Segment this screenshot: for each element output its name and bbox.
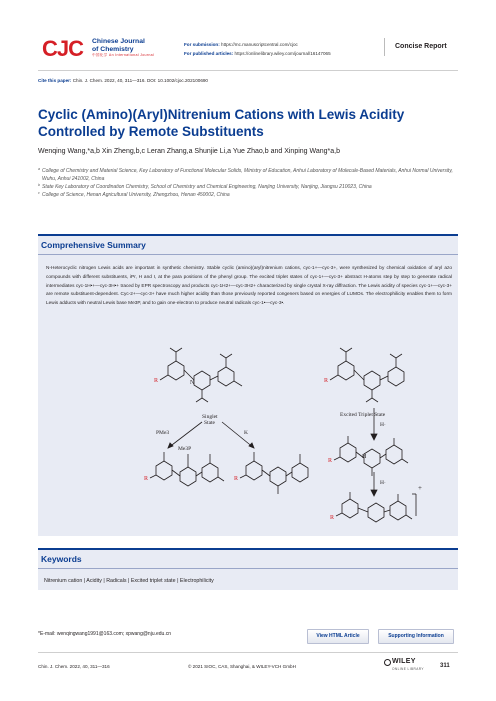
me3p-label: Me3P [178,446,192,452]
r-group-2: R [324,378,329,384]
citation-text[interactable]: Chin. J. Chem. 2022, 40, 311—316. DOI: 10.1002/cjoc.202100690 [72,78,208,83]
wiley-mark-icon [384,659,391,666]
neutral-radical-structure [240,452,308,494]
radical-cation-structure [334,436,408,476]
journal-name: Chinese Journal of Chemistry [92,38,145,53]
affiliations [38,167,458,199]
nitrenium-singlet-structure [160,348,242,402]
header-divider [38,70,458,71]
arrow-to-adduct [168,422,202,448]
summary-paragraph: N-Heterocyclic nitrogen Lewis acids are important in synthetic chemistry. Stable cyclic (amino)(aryl)nitrenium cations, cyc-1+—cyc-3+, were synthesized by chemical oxidation of aryl azo compounds with different substituents, iPr, H and I, at the para positions of the phenyl group. The excited triplet states of cyc-1+—cyc-3+ abstract H-atoms step by step to generate radical intermediates cyc-1H•+—cyc-3H•+ traced by EPR spectroscopy and products cyc-1H2+—cyc-3H2+ characterized by single crystal X-ray diffraction. The Lewis acidity of species cyc-1+—cyc-3+ are remote substituent-dependent. Cyc-2+—cyc-3+ have much higher acidity than those previously reported congeners based on energies of LUMOs. The electrophilicity enables them to form Lewis adducts with neutral Lewis base Me3P, and to gain one-electron to produce neutral radicals cyc-1•—cyc-3•. [46,266,452,307]
nitrenium-triplet-structure [330,348,404,402]
summary-heading: Comprehensive Summary [41,240,146,250]
footer-copyright: © 2021 SIOC, CAS, Shanghai, & WILEY-VCH GmbH [188,664,296,669]
arrow-to-radical [222,422,254,448]
article-title: Cyclic (Amino)(Aryl)Nitrenium Cations with Lewis Acidity Controlled by Remote Substituents [38,107,405,139]
keywords-heading-rule [38,568,458,569]
k-reagent: K [244,430,248,436]
supporting-information-button[interactable]: Supporting Information [378,629,454,644]
journal-header [0,28,496,68]
r-group-6: R [330,515,335,521]
keywords-panel [38,548,458,590]
article-type-label: Concise Report [384,38,472,56]
corresponding-email: *E-mail: wenqingwang1991@163.com; xpwang@nju.edu.cn [38,631,172,637]
keyword-list: Nitrenium cation | Acidity | Radicals | Excited triplet state | Electrophilicity [44,578,214,584]
wiley-logo: WILEY ONLINE LIBRARY [384,658,424,674]
author-list: Wenqing Wang,*a,b Xin Zheng,b,c Leran Zhang,a Shunjie Li,a Yue Zhao,b and Xinping Wang*a,b [38,148,340,155]
h-atom-reagent-1: H· [380,422,386,428]
affiliation-a: a College of Chemistry and Material Science, Key Laboratory of Functional Molecular Solids, Ministry of Education, Anhui Laboratory of Molecule-Based Materials, Anhui Normal University, Wuhu, Anhui 241002, China [38,167,453,182]
graphical-abstract-scheme [106,344,426,532]
n-atom-label: N [190,380,195,386]
r-group-3: R [144,476,149,482]
dihydro-cation-structure [336,492,416,522]
h-atom-reagent-2: H· [380,480,386,486]
journal-logo [42,36,190,62]
cjc-logo-mark: CJC [42,36,84,61]
r-group-4: R [234,476,239,482]
view-html-article-button[interactable]: View HTML Article [307,629,369,644]
submission-link[interactable]: https://mc.manuscriptcentral.com/cjoc [221,42,298,47]
published-articles-link[interactable]: https://onlinelibrary.wiley.com/journal/16147065 [234,51,331,56]
header-links: For submission: https://mc.manuscriptcentral.com/cjoc For published articles: https://onlinelibrary.wiley.com/journal/16147065 [184,42,331,56]
page-number: 311 [440,663,450,669]
comprehensive-summary-panel [38,234,458,536]
affiliation-b: b State Key Laboratory of Coordination Chemistry, School of Chemistry and Chemical Engineering, Nanjing University, Nanjing, Jiangsu 210023, China [38,183,372,190]
summary-heading-rule [38,254,458,255]
h-atom-label: H [362,454,367,460]
affiliation-c: c College of Science, Henan Agricultural University, Zhengzhou, Henan 450002, China [38,191,230,198]
citation-line: Cite this paper: Chin. J. Chem. 2022, 40, 311—316. DOI: 10.1002/cjoc.202100690 [38,78,208,83]
triplet-label: Excited Triplet State [340,412,386,418]
singlet-label: Singlet [202,414,218,420]
cation-charge: + [418,484,422,492]
state-label: State [204,420,215,426]
journal-subtitle: 中国化学 An International Journal [92,53,155,57]
pme3-reagent: PMe3 [156,430,170,436]
r-group-5: R [328,458,333,464]
keywords-heading: Keywords [41,554,82,564]
footer-divider [38,652,458,653]
r-group-1: R [154,378,159,384]
footer-citation: Chin. J. Chem. 2022, 40, 311—316 [38,664,110,669]
me3p-adduct-structure [150,452,224,486]
